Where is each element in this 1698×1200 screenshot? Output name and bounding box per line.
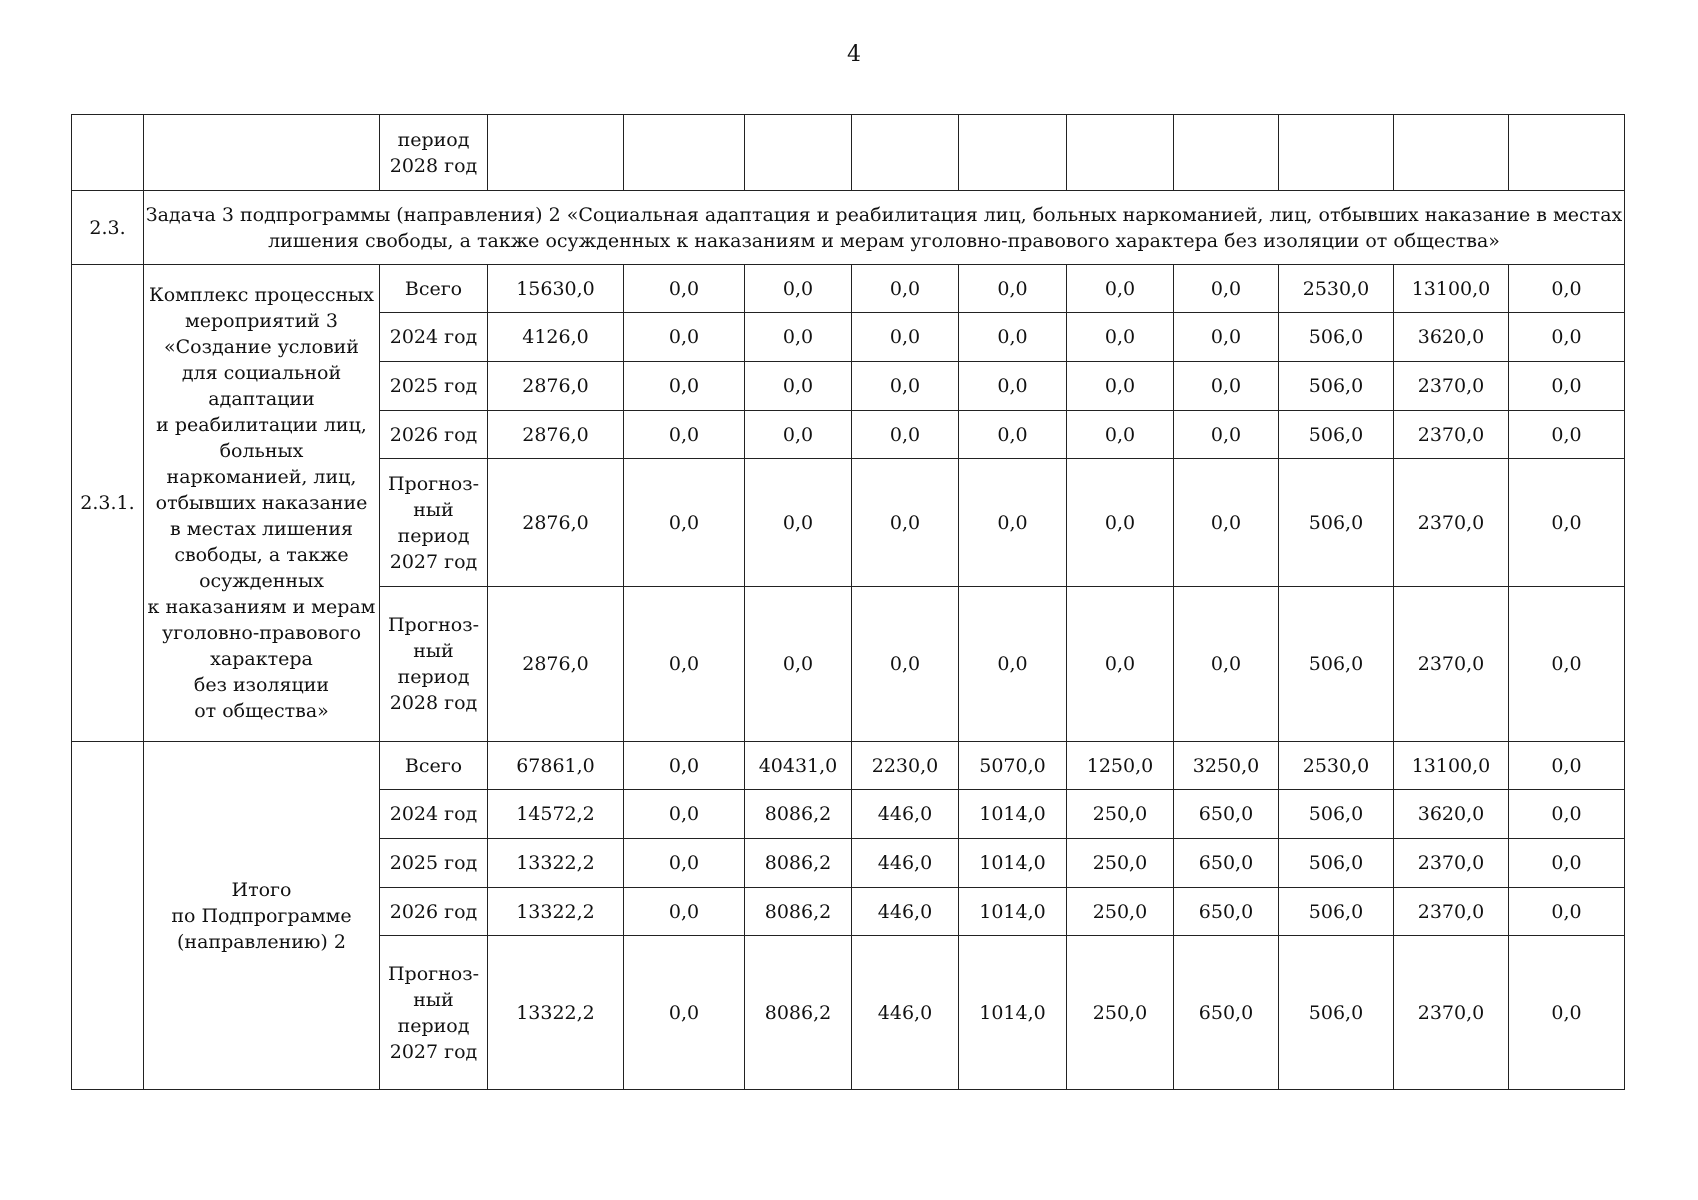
name-line: от общества» bbox=[194, 700, 329, 722]
continuation-code-cell bbox=[72, 115, 144, 191]
value-cell: 1014,0 bbox=[959, 839, 1067, 888]
value-cell: 0,0 bbox=[745, 587, 852, 742]
value-cell: 0,0 bbox=[745, 411, 852, 459]
value-cell: 3620,0 bbox=[1394, 313, 1509, 362]
value-cell: 13322,2 bbox=[488, 888, 624, 936]
name-line: в местах лишения bbox=[170, 518, 353, 540]
value-cell: 0,0 bbox=[624, 313, 745, 362]
value-cell: 250,0 bbox=[1067, 839, 1174, 888]
total-code bbox=[72, 742, 144, 1090]
value-cell: 0,0 bbox=[745, 265, 852, 313]
value-cell: 250,0 bbox=[1067, 888, 1174, 936]
value-cell: 0,0 bbox=[1067, 313, 1174, 362]
name-line: наркоманией, лиц, bbox=[166, 466, 357, 488]
value-cell: 506,0 bbox=[1279, 839, 1394, 888]
name-line: без изоляции bbox=[193, 674, 330, 696]
value-cell: 13322,2 bbox=[488, 839, 624, 888]
value-cell: 13100,0 bbox=[1394, 265, 1509, 313]
value-cell: 0,0 bbox=[1174, 411, 1279, 459]
value-cell: 2370,0 bbox=[1394, 362, 1509, 411]
value-cell: 0,0 bbox=[1509, 587, 1625, 742]
value-cell: 506,0 bbox=[1279, 313, 1394, 362]
value-cell: 446,0 bbox=[852, 936, 959, 1090]
value-cell: 0,0 bbox=[1067, 265, 1174, 313]
period-line: период bbox=[397, 1014, 470, 1037]
name-line: уголовно-правового bbox=[161, 622, 362, 644]
empty-value-cell bbox=[1174, 115, 1279, 191]
value-cell: 13322,2 bbox=[488, 936, 624, 1090]
value-cell: 2370,0 bbox=[1394, 411, 1509, 459]
value-cell: 0,0 bbox=[624, 265, 745, 313]
value-cell: 0,0 bbox=[1174, 587, 1279, 742]
period-cell: 2024 год bbox=[380, 790, 488, 839]
period-line: Прогноз- bbox=[387, 614, 479, 636]
value-cell: 2876,0 bbox=[488, 362, 624, 411]
value-cell: 506,0 bbox=[1279, 362, 1394, 411]
total-row bbox=[72, 742, 1625, 790]
value-cell: 506,0 bbox=[1279, 888, 1394, 936]
total-name bbox=[144, 742, 380, 1090]
value-cell: 4126,0 bbox=[488, 313, 624, 362]
value-cell: 0,0 bbox=[624, 888, 745, 936]
period-line: период bbox=[397, 524, 470, 547]
name-line: свободы, а также bbox=[174, 544, 349, 566]
period-cell: 2026 год bbox=[380, 411, 488, 459]
value-cell: 0,0 bbox=[959, 587, 1067, 742]
value-cell: 0,0 bbox=[1509, 742, 1625, 790]
value-cell: 2370,0 bbox=[1394, 459, 1509, 587]
value-cell: 0,0 bbox=[1509, 459, 1625, 587]
empty-value-cell bbox=[488, 115, 624, 191]
value-cell: 0,0 bbox=[1067, 411, 1174, 459]
value-cell: 8086,2 bbox=[745, 839, 852, 888]
value-cell: 8086,2 bbox=[745, 936, 852, 1090]
value-cell: 446,0 bbox=[852, 888, 959, 936]
value-cell: 0,0 bbox=[852, 411, 959, 459]
value-cell: 5070,0 bbox=[959, 742, 1067, 790]
name-line: к наказаниям и мерам bbox=[147, 596, 376, 618]
name-line: характера bbox=[210, 648, 313, 670]
empty-value-cell bbox=[624, 115, 745, 191]
value-cell: 0,0 bbox=[1174, 265, 1279, 313]
value-cell: 0,0 bbox=[1067, 587, 1174, 742]
value-cell: 8086,2 bbox=[745, 790, 852, 839]
value-cell: 506,0 bbox=[1279, 936, 1394, 1090]
period-cell bbox=[380, 587, 488, 742]
continuation-row bbox=[72, 115, 1625, 191]
value-cell: 0,0 bbox=[624, 839, 745, 888]
period-line: 2028 год bbox=[389, 692, 478, 714]
value-cell: 0,0 bbox=[852, 587, 959, 742]
period-line: период bbox=[397, 128, 470, 151]
name-line: по Подпрограмме bbox=[171, 904, 352, 927]
value-cell: 0,0 bbox=[624, 742, 745, 790]
value-cell: 2370,0 bbox=[1394, 888, 1509, 936]
value-cell: 2370,0 bbox=[1394, 936, 1509, 1090]
value-cell: 0,0 bbox=[624, 790, 745, 839]
continuation-period-cell bbox=[380, 115, 488, 191]
name-line: отбывших наказание bbox=[155, 492, 368, 514]
empty-value-cell bbox=[1279, 115, 1394, 191]
value-cell: 250,0 bbox=[1067, 936, 1174, 1090]
value-cell: 0,0 bbox=[1509, 265, 1625, 313]
value-cell: 0,0 bbox=[1509, 936, 1625, 1090]
value-cell: 0,0 bbox=[1509, 839, 1625, 888]
value-cell: 0,0 bbox=[852, 313, 959, 362]
period-cell: Всего bbox=[380, 265, 488, 313]
value-cell: 2876,0 bbox=[488, 411, 624, 459]
period-cell bbox=[380, 936, 488, 1090]
value-cell: 506,0 bbox=[1279, 790, 1394, 839]
value-cell: 0,0 bbox=[1067, 362, 1174, 411]
value-cell: 506,0 bbox=[1279, 587, 1394, 742]
empty-value-cell bbox=[1394, 115, 1509, 191]
empty-value-cell bbox=[852, 115, 959, 191]
name-line: мероприятий 3 bbox=[184, 310, 339, 332]
value-cell: 2230,0 bbox=[852, 742, 959, 790]
value-cell: 3620,0 bbox=[1394, 790, 1509, 839]
value-cell: 1014,0 bbox=[959, 888, 1067, 936]
value-cell: 650,0 bbox=[1174, 790, 1279, 839]
period-line: Прогноз- bbox=[387, 962, 479, 985]
value-cell: 0,0 bbox=[852, 362, 959, 411]
value-cell: 0,0 bbox=[1509, 313, 1625, 362]
task-title: Задача 3 подпрограммы (направления) 2 «Социальная адаптация и реабилитация лиц, больных наркоманией, лиц, отбывших наказание в местах лишения свободы, а также осужденных к наказаниям и мерам уголовно-правового характера без изоляции от общества» bbox=[144, 191, 1625, 265]
value-cell: 0,0 bbox=[1067, 459, 1174, 587]
name-line: адаптации bbox=[208, 388, 315, 410]
value-cell: 446,0 bbox=[852, 790, 959, 839]
value-cell: 0,0 bbox=[624, 936, 745, 1090]
value-cell: 0,0 bbox=[745, 313, 852, 362]
page-number: 4 bbox=[847, 42, 861, 67]
value-cell: 446,0 bbox=[852, 839, 959, 888]
complex-row bbox=[72, 265, 1625, 313]
name-line: больных bbox=[219, 440, 304, 462]
value-cell: 0,0 bbox=[1509, 888, 1625, 936]
value-cell: 2876,0 bbox=[488, 459, 624, 587]
period-cell: Всего bbox=[380, 742, 488, 790]
value-cell: 0,0 bbox=[1174, 313, 1279, 362]
value-cell: 67861,0 bbox=[488, 742, 624, 790]
value-cell: 13100,0 bbox=[1394, 742, 1509, 790]
name-line: и реабилитации лиц, bbox=[156, 414, 367, 436]
period-cell: 2024 год bbox=[380, 313, 488, 362]
value-cell: 3250,0 bbox=[1174, 742, 1279, 790]
name-line: Комплекс процессных bbox=[149, 284, 374, 306]
period-line: 2028 год bbox=[389, 154, 478, 177]
period-cell: 2026 год bbox=[380, 888, 488, 936]
name-line: (направлению) 2 bbox=[177, 930, 346, 953]
value-cell: 40431,0 bbox=[745, 742, 852, 790]
value-cell: 0,0 bbox=[959, 362, 1067, 411]
value-cell: 650,0 bbox=[1174, 839, 1279, 888]
value-cell: 1014,0 bbox=[959, 790, 1067, 839]
value-cell: 0,0 bbox=[959, 265, 1067, 313]
value-cell: 0,0 bbox=[745, 362, 852, 411]
complex-code: 2.3.1. bbox=[72, 265, 144, 742]
value-cell: 0,0 bbox=[745, 459, 852, 587]
value-cell: 0,0 bbox=[1174, 362, 1279, 411]
period-line: период bbox=[397, 666, 470, 688]
name-line: «Создание условий bbox=[164, 336, 359, 358]
value-cell: 0,0 bbox=[959, 459, 1067, 587]
value-cell: 2876,0 bbox=[488, 587, 624, 742]
value-cell: 506,0 bbox=[1279, 411, 1394, 459]
value-cell: 1250,0 bbox=[1067, 742, 1174, 790]
value-cell: 14572,2 bbox=[488, 790, 624, 839]
period-line: 2027 год bbox=[389, 1040, 478, 1063]
period-line: 2027 год bbox=[389, 550, 478, 573]
continuation-name-cell bbox=[144, 115, 380, 191]
name-line: осужденных bbox=[199, 570, 324, 592]
value-cell: 0,0 bbox=[959, 313, 1067, 362]
value-cell: 8086,2 bbox=[745, 888, 852, 936]
value-cell: 0,0 bbox=[852, 265, 959, 313]
period-cell: 2025 год bbox=[380, 839, 488, 888]
value-cell: 0,0 bbox=[959, 411, 1067, 459]
value-cell: 650,0 bbox=[1174, 936, 1279, 1090]
value-cell: 250,0 bbox=[1067, 790, 1174, 839]
empty-value-cell bbox=[959, 115, 1067, 191]
value-cell: 1014,0 bbox=[959, 936, 1067, 1090]
name-line: Итого bbox=[231, 878, 292, 901]
value-cell: 15630,0 bbox=[488, 265, 624, 313]
value-cell: 2370,0 bbox=[1394, 587, 1509, 742]
value-cell: 650,0 bbox=[1174, 888, 1279, 936]
value-cell: 2530,0 bbox=[1279, 742, 1394, 790]
value-cell: 0,0 bbox=[624, 587, 745, 742]
complex-name bbox=[144, 265, 380, 742]
value-cell: 506,0 bbox=[1279, 459, 1394, 587]
name-line: для социальной bbox=[181, 362, 342, 384]
period-cell: 2025 год bbox=[380, 362, 488, 411]
budget-table bbox=[71, 114, 1625, 1090]
empty-value-cell bbox=[1509, 115, 1625, 191]
value-cell: 0,0 bbox=[624, 362, 745, 411]
value-cell: 0,0 bbox=[852, 459, 959, 587]
value-cell: 0,0 bbox=[1509, 790, 1625, 839]
empty-value-cell bbox=[1067, 115, 1174, 191]
value-cell: 0,0 bbox=[1174, 459, 1279, 587]
period-cell bbox=[380, 459, 488, 587]
period-line: ный bbox=[413, 640, 454, 662]
value-cell: 2370,0 bbox=[1394, 839, 1509, 888]
value-cell: 0,0 bbox=[624, 459, 745, 587]
value-cell: 0,0 bbox=[624, 411, 745, 459]
value-cell: 2530,0 bbox=[1279, 265, 1394, 313]
task-row bbox=[72, 191, 1625, 265]
value-cell: 0,0 bbox=[1509, 362, 1625, 411]
task-code: 2.3. bbox=[72, 191, 144, 265]
empty-value-cell bbox=[745, 115, 852, 191]
period-line: Прогноз- bbox=[387, 472, 479, 495]
period-line: ный bbox=[413, 498, 454, 521]
period-line: ный bbox=[413, 988, 454, 1011]
value-cell: 0,0 bbox=[1509, 411, 1625, 459]
